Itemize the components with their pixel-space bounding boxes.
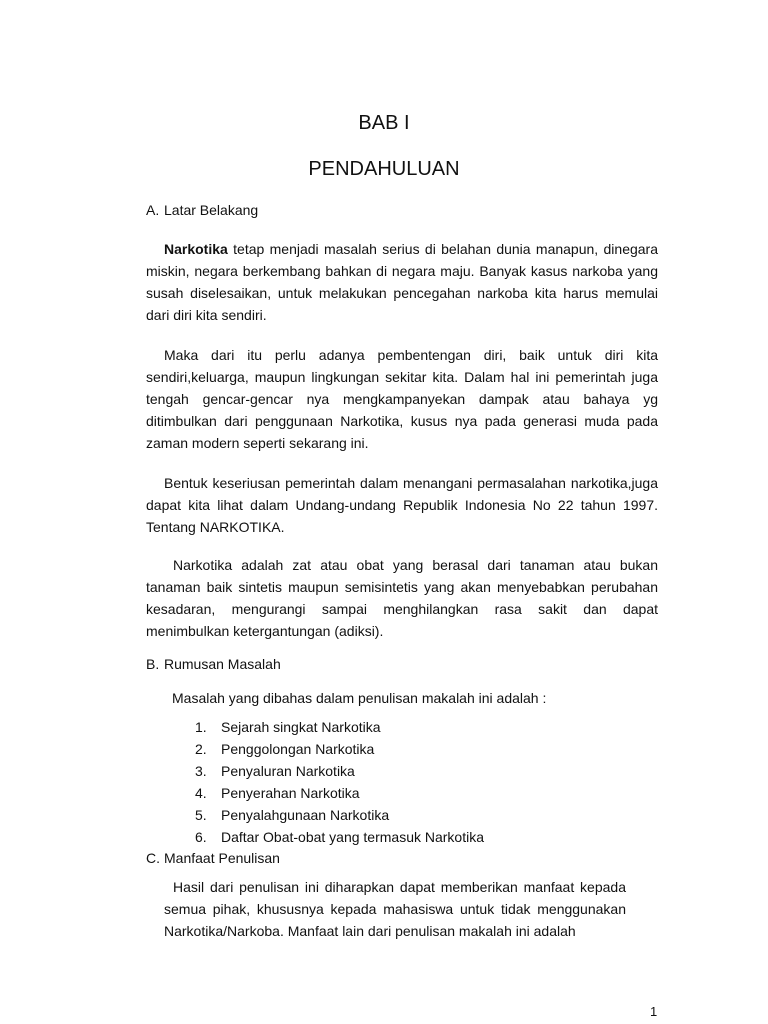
list-item xyxy=(195,760,484,782)
list-text: Penyerahan Narkotika xyxy=(221,785,360,801)
list-number: 2. xyxy=(195,741,207,757)
section-title: Latar Belakang xyxy=(164,202,259,218)
list-text: Penyalahgunaan Narkotika xyxy=(221,807,390,823)
section-b-heading xyxy=(146,656,281,672)
list-item xyxy=(195,826,484,848)
section-letter: A. xyxy=(146,202,160,218)
bold-term: Narkotika xyxy=(164,241,228,257)
section-letter: B. xyxy=(146,656,160,672)
list-number: 5. xyxy=(195,807,207,823)
chapter-title: PENDAHULUAN xyxy=(308,158,460,180)
list-number: 1. xyxy=(195,719,207,735)
paragraph-undang-undang: Bentuk keseriusan pemerintah dalam menangani permasalahan narkotika,juga dapat kita lihat dalam Undang-undang Republik Indonesia No 22 tahun 1997. Tentang NARKOTIKA. xyxy=(146,475,658,535)
paragraph-manfaat: Hasil dari penulisan ini diharapkan dapat memberikan manfaat kepada semua pihak, khususnya kepada mahasiswa untuk tidak menggunakan Narkotika/Narkoba. Manfaat lain dari penulisan makalah ini adalah xyxy=(164,879,626,939)
problem-list xyxy=(195,716,484,848)
paragraph-pembentengan: Maka dari itu perlu adanya pembentengan diri, baik untuk diri kita sendiri,keluarga, maupun lingkungan sekitar kita. Dalam hal ini pemerintah juga tengah gencar-gencar nya mengkampanyekan dampak atau bahaya yg ditimbulkan dari penggunaan Narkotika, kusus nya pada generasi muda pada zaman modern seperti sekarang ini. xyxy=(146,347,658,451)
section-c-heading xyxy=(146,850,280,866)
paragraph-text: tetap menjadi masalah serius di belahan dunia manapun, dinegara miskin, negara berkembang bahkan di negara maju. Banyak kasus narkoba yang susah diselesaikan, untuk melakukan pencegahan narkoba kita harus memulai dari diri kita sendiri. xyxy=(146,241,658,323)
section-title: Manfaat Penulisan xyxy=(164,850,280,866)
section-title: Rumusan Masalah xyxy=(164,656,281,672)
paragraph-narkotika-intro xyxy=(146,238,658,326)
paragraph-definisi: Narkotika adalah zat atau obat yang berasal dari tanaman atau bukan tanaman baik sintetis maupun semisintetis yang akan menyebabkan perubahan kesadaran, mengurangi sampai menghilangkan rasa sakit dan dapat menimbulkan ketergantungan (adiksi). xyxy=(146,557,658,639)
list-text: Sejarah singkat Narkotika xyxy=(221,719,381,735)
list-number: 3. xyxy=(195,763,207,779)
list-intro: Masalah yang dibahas dalam penulisan makalah ini adalah : xyxy=(172,690,547,706)
list-text: Penyaluran Narkotika xyxy=(221,763,355,779)
section-letter: C. xyxy=(146,850,160,866)
list-item xyxy=(195,716,484,738)
list-text: Penggolongan Narkotika xyxy=(221,741,375,757)
list-item xyxy=(195,738,484,760)
section-a-heading xyxy=(146,202,258,218)
list-item xyxy=(195,804,484,826)
list-item xyxy=(195,782,484,804)
list-number: 6. xyxy=(195,829,207,845)
chapter-label: BAB I xyxy=(358,112,410,134)
page-number: 1 xyxy=(650,1004,658,1019)
list-number: 4. xyxy=(195,785,207,801)
list-text: Daftar Obat-obat yang termasuk Narkotika xyxy=(221,829,485,845)
